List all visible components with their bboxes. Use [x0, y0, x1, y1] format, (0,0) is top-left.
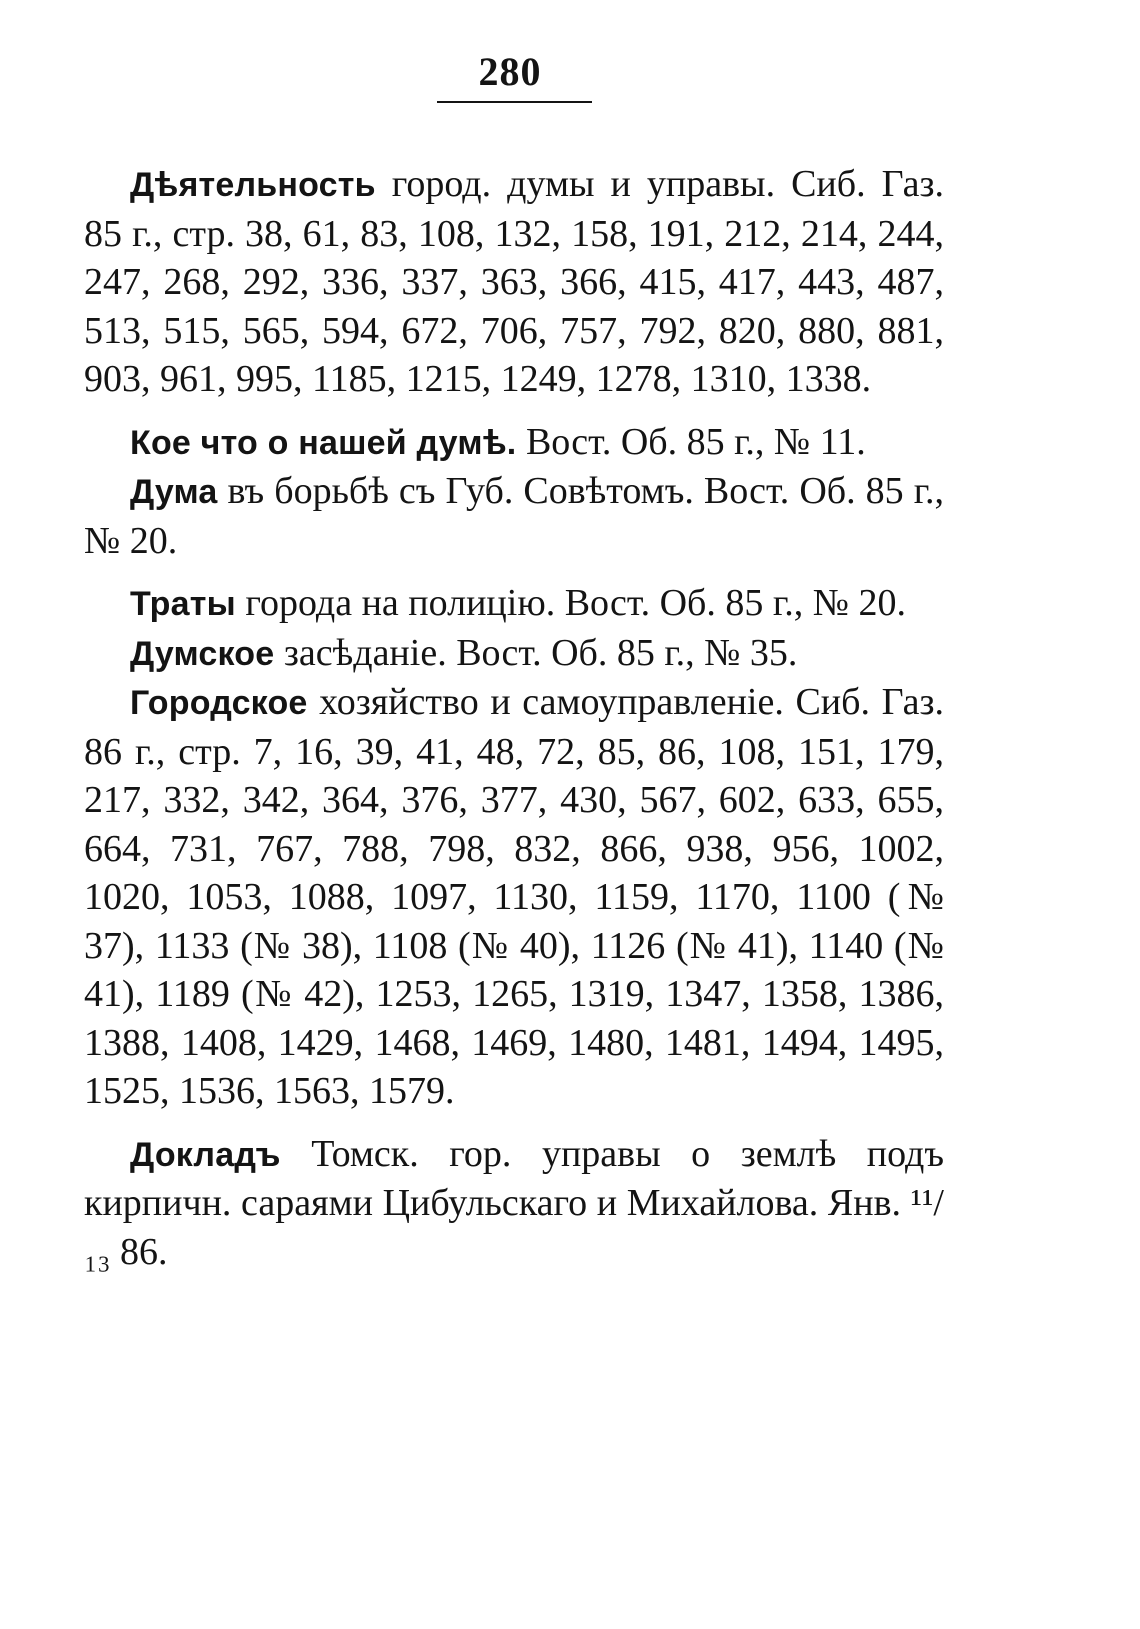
- bibliography-entry: [84, 678, 944, 1116]
- entry-title: Траты: [130, 585, 236, 623]
- entry-title: Думское: [130, 634, 275, 673]
- entry-title: Докладъ: [130, 1135, 281, 1174]
- entry-details: город. думы и управы. Сиб. Газ. 85 г., стр. 38, 61, 83, 108, 132, 158, 191, 212, 214, 244, 247, 268, 292, 336, 337, 363, 366, 415, 417, 443, 487, 513, 515, 565, 594, 672, 706, 757, 792, 820, 880, 881, 903, 961, 995, 1185, 1215, 1249, 1278, 1310, 1338.: [84, 163, 944, 400]
- bibliography-entry: [84, 1130, 944, 1277]
- entry-title: Городское: [130, 684, 308, 722]
- entry-details: засѣданіе. Вост. Об. 85 г., № 35.: [274, 631, 798, 674]
- bibliography-entry: [84, 629, 944, 679]
- bibliography-entry: [84, 160, 944, 404]
- bibliography-entry: [84, 467, 944, 565]
- entry-details: Вост. Об. 85 г., № 11.: [516, 420, 866, 463]
- bibliography-entry: [84, 579, 944, 629]
- page-number-rule: [437, 101, 592, 103]
- entry-title: Кое что о нашей думѣ.: [130, 423, 517, 462]
- bibliography-list: [84, 160, 944, 1290]
- bibliography-entry: [84, 418, 944, 468]
- entry-details: въ борьбѣ съ Губ. Совѣтомъ. Вост. Об. 85 г., № 20.: [84, 470, 944, 562]
- entry-details: Томск. гор. управы о землѣ подъ кирпичн. сараями Цибульскаго и Михайлова. Янв. ¹¹/₁₃ 86.: [84, 1132, 944, 1273]
- entry-title: Дѣятельность: [130, 166, 376, 204]
- entry-details: города на полицію. Вост. Об. 85 г., № 20.: [235, 582, 906, 624]
- entry-details: хозяйство и самоуправленіе. Сиб. Газ. 86 г., стр. 7, 16, 39, 41, 48, 72, 85, 86, 108, 151, 179, 217, 332, 342, 364, 376, 377, 430, 567, 602, 633, 655, 664, 731, 767, 788, 798, 832, 866, 938, 956, 1002, 1020, 1053, 1088, 1097, 1130, 1159, 1170, 1100 (№ 37), 1133 (№ 38), 1108 (№ 40), 1126 (№ 41), 1140 (№ 41), 1189 (№ 42), 1253, 1265, 1319, 1347, 1358, 1386, 1388, 1408, 1429, 1468, 1469, 1480, 1481, 1494, 1495, 1525, 1536, 1563, 1579.: [84, 681, 944, 1112]
- entry-title: Дума: [130, 473, 218, 511]
- page-number: 280: [478, 49, 542, 94]
